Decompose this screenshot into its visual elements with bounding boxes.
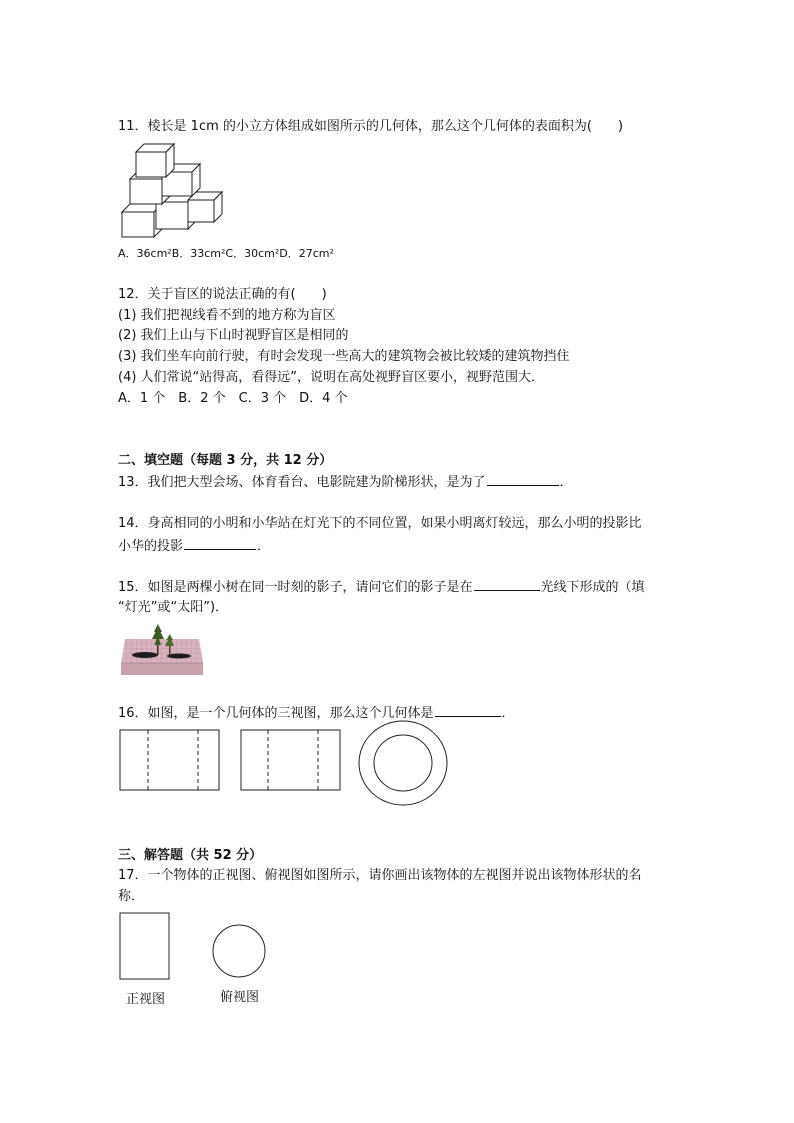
q16-answer-blank[interactable]: [435, 703, 501, 717]
q13-end: ．: [559, 475, 573, 490]
q12-stem: 12．关于盲区的说法正确的有( ): [118, 287, 327, 302]
section2-title: 二、填空题（每题 3 分，共 12 分）: [118, 453, 333, 468]
front-view-rect: [120, 730, 219, 790]
three-views-figure: [118, 720, 448, 812]
q17-line-2: 称．: [118, 889, 145, 904]
q14-answer-blank[interactable]: [184, 536, 256, 550]
q14-line-1: 14．身高相同的小明和小华站在灯光下的不同位置，如果小明离灯较远，那么小明的投影比: [118, 516, 642, 531]
q13-text: 13．我们把大型会场、体育看台、电影院建为阶梯形状，是为了: [118, 475, 486, 490]
q15-line-2: “灯光”或“太阳”)．: [118, 600, 229, 615]
top-view-label: 俯视图: [220, 990, 260, 1005]
q11-options: A．36cm²B．33cm²C．30cm²D．27cm²: [118, 247, 334, 260]
q12-statement-2: (2) 我们上山与下山时视野盲区是相同的: [118, 328, 349, 343]
q17-views-figure: [118, 910, 278, 980]
q17-line-1: 17．一个物体的正视图、俯视图如图所示，请你画出该物体的左视图并说出该物体形状的名: [118, 868, 642, 883]
section3-title: 三、解答题（共 52 分）: [118, 848, 263, 863]
q15-answer-blank[interactable]: [474, 577, 540, 591]
top-view-outer-circle: [359, 721, 447, 805]
q13-answer-blank[interactable]: [487, 472, 559, 486]
top-view-inner-circle: [374, 735, 432, 791]
q16-text: 16．如图，是一个几何体的三视图，那么这个几何体是: [118, 706, 434, 721]
q14-text: 小华的投影: [118, 539, 184, 554]
q15-text-after: 光线下形成的（填: [540, 580, 645, 595]
q15-line-1: [118, 577, 645, 597]
trees-shadow-figure: [121, 623, 203, 675]
q12-statement-4: (4) 人们常说“站得高，看得远”，说明在高处视野盲区要小，视野范围大．: [118, 370, 545, 385]
q16-end: ．: [501, 706, 515, 721]
q12-statement-3: (3) 我们坐车向前行驶，有时会发现一些高大的建筑物会被比较矮的建筑物挡住: [118, 349, 570, 364]
q12-options: A．1 个 B．2 个 C．3 个 D．4 个: [118, 391, 348, 406]
front-view-label: 正视图: [126, 992, 166, 1007]
q11-stem: 11．棱长是 1cm 的小立方体组成如图所示的几何体，那么这个几何体的表面积为( ): [118, 119, 624, 134]
q14-line-2: [118, 536, 270, 556]
side-view-rect: [241, 730, 340, 790]
cube-stack-figure: [120, 142, 230, 237]
q15-text: 15．如图是两棵小树在同一时刻的影子，请问它们的影子是在: [118, 580, 473, 595]
front-view-shape: [120, 913, 169, 979]
q14-end: ．: [257, 539, 271, 554]
q13-line: [118, 472, 573, 492]
top-view-shape: [213, 925, 265, 977]
q12-statement-1: (1) 我们把视线看不到的地方称为盲区: [118, 308, 336, 323]
